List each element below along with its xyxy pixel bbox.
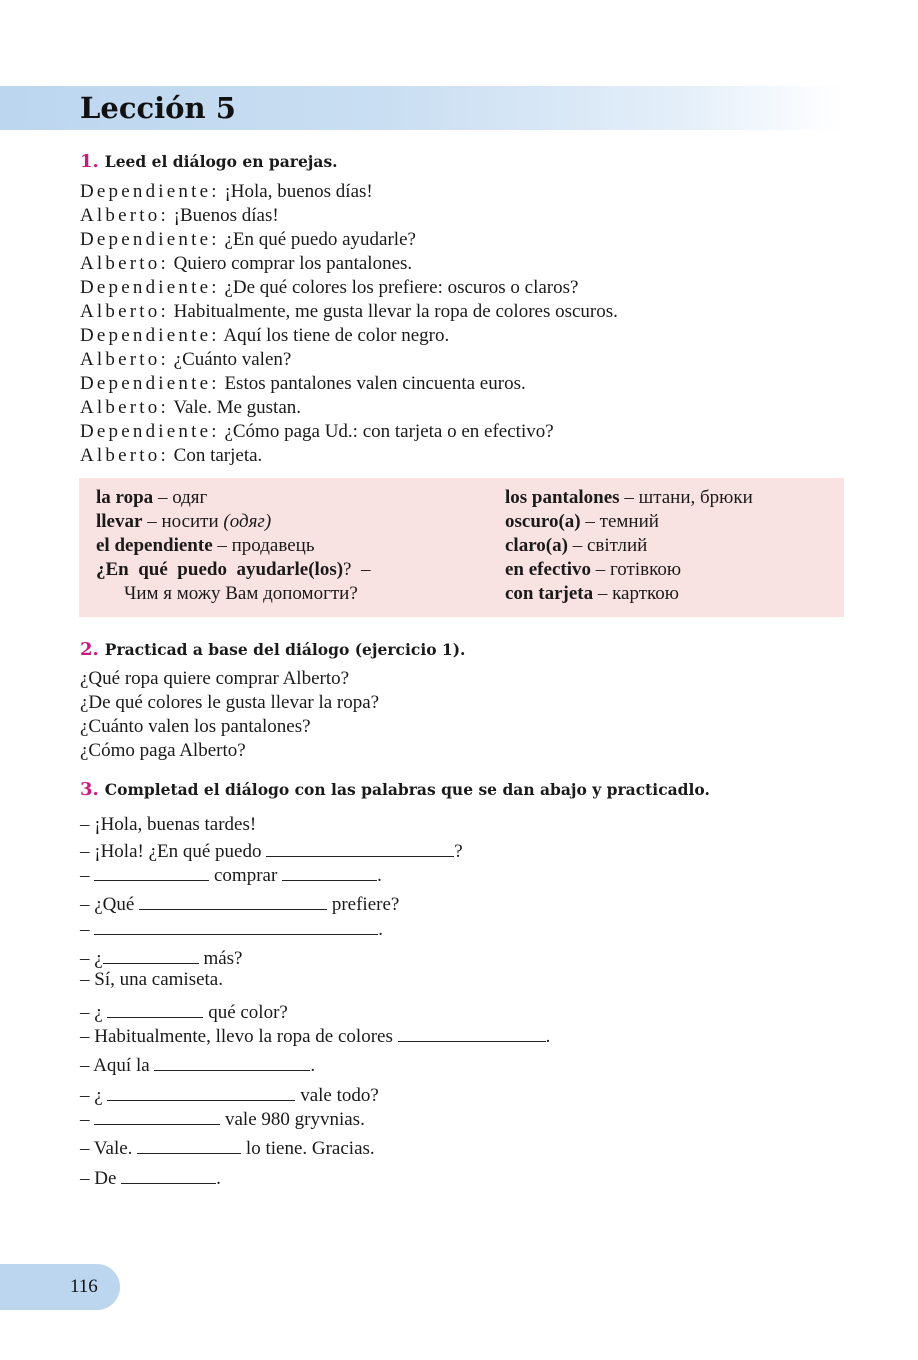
answer-blank[interactable] xyxy=(398,1022,546,1042)
dialogue-speaker: Alberto: xyxy=(80,397,169,418)
vocabulary-entry xyxy=(505,582,753,606)
dialogue-speaker: Alberto: xyxy=(80,301,169,322)
lesson-title: Lección 5 xyxy=(80,91,236,125)
vocabulary-term: con tarjeta xyxy=(505,583,594,604)
fill-in-text: vale 980 gryvnias. xyxy=(220,1109,365,1130)
fill-in-text: – De xyxy=(80,1168,122,1189)
fill-in-line xyxy=(80,944,242,971)
fill-in-line xyxy=(80,998,288,1025)
vocabulary-column-left xyxy=(96,486,370,606)
vocabulary-separator: – xyxy=(580,511,600,532)
question: ¿Qué ropa quiere comprar Alberto? xyxy=(80,668,350,689)
dialogue-speaker: Alberto: xyxy=(80,349,169,370)
vocabulary-term: claro(a) xyxy=(505,535,568,556)
fill-in-text: – xyxy=(80,1109,95,1130)
fill-in-text: prefiere? xyxy=(327,894,400,915)
dialogue-line xyxy=(80,300,618,324)
fill-in-line xyxy=(80,837,463,864)
dialogue-line xyxy=(80,252,618,276)
fill-in-line xyxy=(80,1051,315,1078)
fill-in-line xyxy=(80,1105,365,1132)
dialogue-text: ¡Buenos días! xyxy=(168,205,279,226)
vocabulary-translation: готівкою xyxy=(609,559,682,580)
vocabulary-term: en efectivo xyxy=(505,559,591,580)
fill-in-text: lo tiene. Gracias. xyxy=(241,1138,375,1159)
vocabulary-note: (одяг) xyxy=(223,511,272,532)
vocabulary-term: los pantalones xyxy=(505,487,620,508)
vocabulary-translation: світлий xyxy=(586,535,648,556)
fill-in-line xyxy=(80,1022,550,1049)
fill-in-text: . xyxy=(310,1055,316,1076)
answer-blank[interactable] xyxy=(154,1051,310,1071)
fill-in-line xyxy=(80,915,383,942)
dialogue-line xyxy=(80,324,618,348)
vocabulary-term: la ropa xyxy=(96,487,154,508)
vocabulary-translation: одяг xyxy=(172,487,208,508)
fill-in-line xyxy=(80,1134,375,1161)
vocabulary-term: oscuro(a) xyxy=(505,511,581,532)
question: ¿Cómo paga Alberto? xyxy=(80,740,246,761)
dialogue-text: ¿De qué colores los prefiere: oscuros o claros? xyxy=(219,277,579,298)
dialogue-text: Aquí los tiene de color negro. xyxy=(219,325,450,346)
fill-in-line xyxy=(80,1081,379,1108)
answer-blank[interactable] xyxy=(103,944,199,964)
vocabulary-translation: карткою xyxy=(612,583,679,604)
exercise-2-title: Practicad a base del diálogo (ejercicio 1). xyxy=(104,640,466,659)
dialogue-speaker: Dependiente: xyxy=(80,229,220,250)
vocabulary-separator: – xyxy=(593,583,613,604)
vocabulary-separator: – xyxy=(590,559,610,580)
exercise-1-number: 1. xyxy=(80,151,99,172)
answer-blank[interactable] xyxy=(107,998,203,1018)
fill-in-text: vale todo? xyxy=(295,1085,379,1106)
fill-in-text: – Aquí la xyxy=(80,1055,155,1076)
dialogue-speaker: Dependiente: xyxy=(80,373,220,394)
fill-in-text: – ¿ xyxy=(80,948,103,969)
vocabulary-term: el dependiente xyxy=(96,535,213,556)
dialogue xyxy=(80,180,618,468)
dialogue-text: ¡Hola, buenos días! xyxy=(219,181,373,202)
fill-in-line xyxy=(80,968,223,992)
exercise-2-number: 2. xyxy=(80,639,99,660)
vocabulary-entry xyxy=(96,486,370,510)
fill-in-line xyxy=(80,813,256,837)
dialogue-line xyxy=(80,204,618,228)
exercise-3-title: Completad el diálogo con las palabras que se dan abajo y practicadlo. xyxy=(104,780,710,799)
vocabulary-entry xyxy=(96,558,370,582)
vocabulary-entry xyxy=(505,558,753,582)
exercise-2-heading xyxy=(80,640,465,660)
fill-in-text: – Habitualmente, llevo la ropa de colores xyxy=(80,1026,398,1047)
dialogue-line xyxy=(80,276,618,300)
fill-in-text: . xyxy=(378,919,383,940)
dialogue-speaker: Dependiente: xyxy=(80,181,220,202)
vocabulary-separator: – xyxy=(153,487,173,508)
fill-in-text: – Sí, una camiseta. xyxy=(80,969,223,990)
vocabulary-entry xyxy=(505,510,753,534)
answer-blank[interactable] xyxy=(282,861,377,881)
vocabulary-separator: – xyxy=(212,535,232,556)
dialogue-line xyxy=(80,348,618,372)
dialogue-text: Vale. Me gustan. xyxy=(168,397,302,418)
fill-in-text: – Vale. xyxy=(80,1138,138,1159)
vocabulary-entry xyxy=(96,510,370,534)
vocabulary-separator: – xyxy=(142,511,162,532)
vocabulary-separator: ? – xyxy=(343,559,371,580)
fill-in-text: – ¿Qué xyxy=(80,894,140,915)
vocabulary-separator: – xyxy=(567,535,587,556)
vocabulary-entry xyxy=(505,534,753,558)
vocabulary-term: ¿En qué puedo ayudarle(los) xyxy=(96,559,344,580)
vocabulary-box xyxy=(79,478,844,617)
fill-in-text: . xyxy=(216,1168,221,1189)
vocabulary-separator: – xyxy=(619,487,639,508)
fill-in-text: – ¿ xyxy=(80,1085,108,1106)
question: ¿Cuánto valen los pantalones? xyxy=(80,716,311,737)
fill-in-line xyxy=(80,861,382,888)
dialogue-speaker: Dependiente: xyxy=(80,421,220,442)
fill-in-text: – xyxy=(80,865,95,886)
answer-blank[interactable] xyxy=(94,861,209,881)
question-list xyxy=(80,667,379,763)
answer-blank[interactable] xyxy=(94,1105,220,1125)
answer-blank[interactable] xyxy=(121,1164,216,1184)
fill-in-line xyxy=(80,1164,221,1191)
fill-in-text: – ¿ xyxy=(80,1002,108,1023)
exercise-3-heading xyxy=(80,780,710,800)
vocabulary-translation: штани, брюки xyxy=(638,487,753,508)
dialogue-speaker: Alberto: xyxy=(80,205,169,226)
fill-in-text: – ¡Hola! ¿En qué puedo xyxy=(80,841,267,862)
dialogue-line xyxy=(80,420,618,444)
exercise-1-title: Leed el diálogo en parejas. xyxy=(104,152,338,171)
vocabulary-translation: темний xyxy=(599,511,659,532)
vocabulary-translation: продавець xyxy=(231,535,315,556)
vocabulary-translation: носити xyxy=(161,511,224,532)
exercise-1-heading xyxy=(80,152,338,172)
fill-in-text: comprar xyxy=(209,865,283,886)
dialogue-text: Con tarjeta. xyxy=(168,445,263,466)
dialogue-text: ¿En qué puedo ayudarle? xyxy=(219,229,416,250)
answer-blank[interactable] xyxy=(94,915,378,935)
vocabulary-translation: Чим я можу Вам допомогти? xyxy=(124,583,358,604)
dialogue-line xyxy=(80,228,618,252)
dialogue-speaker: Alberto: xyxy=(80,253,169,274)
dialogue-speaker: Alberto: xyxy=(80,445,169,466)
page-number-tab xyxy=(0,1264,120,1310)
dialogue-text: ¿Cómo paga Ud.: con tarjeta o en efectivo? xyxy=(219,421,554,442)
dialogue-line xyxy=(80,396,618,420)
page-number: 116 xyxy=(70,1276,98,1297)
question: ¿De qué colores le gusta llevar la ropa? xyxy=(80,692,380,713)
vocabulary-entry xyxy=(505,486,753,510)
fill-in-text: . xyxy=(545,1026,551,1047)
vocabulary-column-right xyxy=(505,486,753,606)
fill-in-text: – ¡Hola, buenas tardes! xyxy=(80,814,257,835)
dialogue-text: Habitualmente, me gusta llevar la ropa de colores oscuros. xyxy=(168,301,618,322)
answer-blank[interactable] xyxy=(107,1081,295,1101)
dialogue-line xyxy=(80,180,618,204)
vocabulary-entry xyxy=(96,582,370,606)
vocabulary-term: llevar xyxy=(96,511,143,532)
fill-in-text: – xyxy=(80,919,95,940)
answer-blank[interactable] xyxy=(139,890,327,910)
answer-blank[interactable] xyxy=(266,837,454,857)
fill-in-text: qué color? xyxy=(203,1002,288,1023)
dialogue-speaker: Dependiente: xyxy=(80,325,220,346)
fill-in-text: más? xyxy=(198,948,243,969)
vocabulary-entry xyxy=(96,534,370,558)
dialogue-line xyxy=(80,372,618,396)
dialogue-line xyxy=(80,444,618,468)
dialogue-text: Quiero comprar los pantalones. xyxy=(168,253,413,274)
dialogue-speaker: Dependiente: xyxy=(80,277,220,298)
dialogue-text: Estos pantalones valen cincuenta euros. xyxy=(219,373,526,394)
dialogue-text: ¿Cuánto valen? xyxy=(168,349,292,370)
fill-in-text: . xyxy=(377,865,382,886)
fill-in-text: ? xyxy=(454,841,463,862)
answer-blank[interactable] xyxy=(137,1134,241,1154)
fill-in-line xyxy=(80,890,399,917)
exercise-3-number: 3. xyxy=(80,779,99,800)
